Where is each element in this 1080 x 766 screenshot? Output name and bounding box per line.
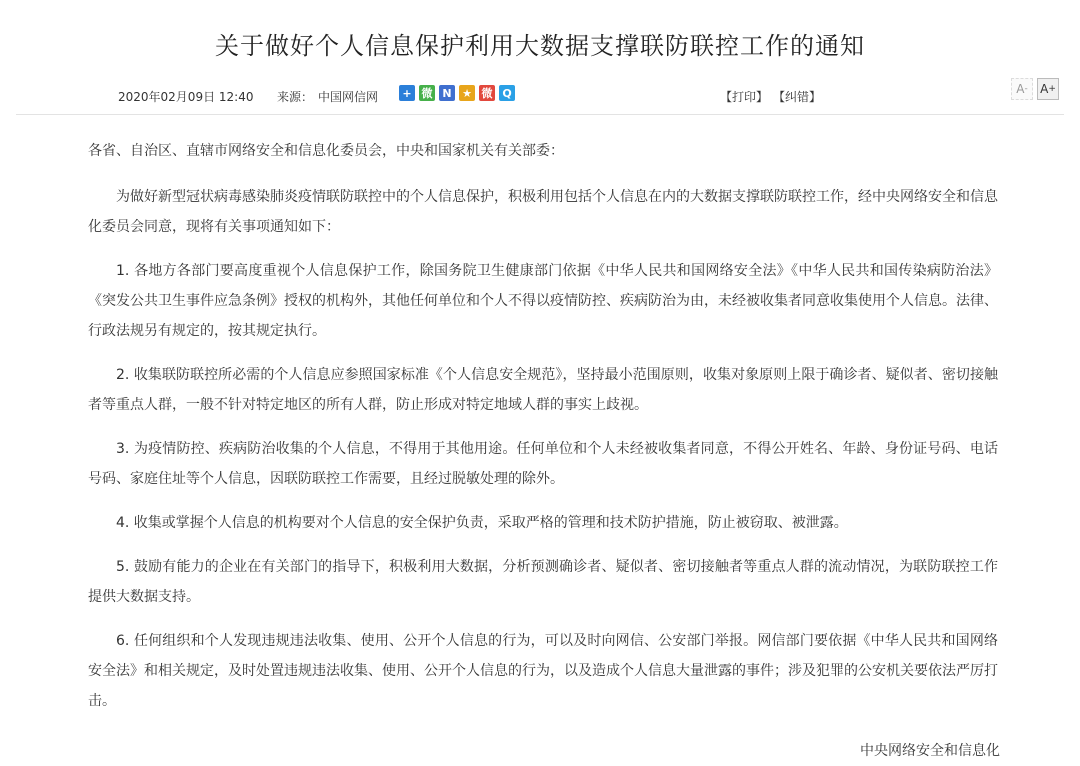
print-link[interactable]: 【打印】 — [720, 90, 769, 104]
wechat-icon[interactable]: 微 — [419, 85, 435, 101]
qzone-star-icon[interactable]: ★ — [459, 85, 475, 101]
font-decrease-button[interactable]: A - — [1011, 78, 1033, 100]
item-paragraph: 4. 收集或掌握个人信息的机构要对个人信息的安全保护负责，采取严格的管理和技术防护措施，防止被窃取、被泄露。 — [116, 515, 848, 531]
intro-paragraph: 为做好新型冠状病毒感染肺炎疫情联防联控中的个人信息保护，积极利用包括个人信息在内的大数据支撑联防联控工作，经中央网络安全和信息化委员会同意，现将有关事项通知如下： — [88, 189, 998, 235]
article-title: 关于做好个人信息保护利用大数据支撑联防联控工作的通知 — [215, 32, 865, 60]
source-label: 来源： — [277, 90, 314, 104]
item-paragraph: 6. 任何组织和个人发现违规违法收集、使用、公开个人信息的行为，可以及时向网信、公安部门举报。网信部门要依据《中华人民共和国网络安全法》和相关规定，及时处置违规违法收集、使用、公开个人信息的行为，以及造成个人信息大量泄露的事件；涉及犯罪的公安机关要依法严厉打击。 — [88, 633, 998, 709]
item-paragraph: 3. 为疫情防控、疾病防治收集的个人信息，不得用于其他用途。任何单位和个人未经被收集者同意，不得公开姓名、年龄、身份证号码、电话号码、家庭住址等个人信息，因联防联控工作需要，且经过脱敏处理的除外。 — [88, 441, 998, 487]
article-meta-bar — [0, 82, 1080, 110]
item-paragraph: 1. 各地方各部门要高度重视个人信息保护工作，除国务院卫生健康部门依据《中华人民共和国网络安全法》《中华人民共和国传染病防治法》《突发公共卫生事件应急条例》授权的机构外，其他任何单位和个人不得以疫情防控、疾病防治为由，未经被收集者同意收集使用个人信息。法律、行政法规另有规定的，按其规定执行。 — [88, 263, 998, 339]
salutation: 各省、自治区、直辖市网络安全和信息化委员会，中央和国家机关有关部委： — [88, 143, 564, 159]
article-body — [88, 136, 998, 730]
item-paragraph: 2. 收集联防联控所必需的个人信息应参照国家标准《个人信息安全规范》，坚持最小范围原则，收集对象原则上限于确诊者、疑似者、密切接触者等重点人群，一般不针对特定地区的所有人群，防止形成对特定地域人群的事实上歧视。 — [88, 367, 998, 413]
font-increase-button[interactable]: A + — [1037, 78, 1059, 100]
plus-share-icon[interactable]: + — [399, 85, 415, 101]
issuer-signature: 中央网络安全和信息化 — [860, 743, 1000, 759]
publish-date: 2020年02月09日 12:40 — [118, 90, 254, 104]
font-decrease-letter: A — [1016, 82, 1025, 96]
font-size-controls — [1011, 78, 1059, 100]
source-name: 中国网信网 — [318, 90, 379, 104]
share-icons — [399, 85, 515, 101]
correct-error-link[interactable]: 【纠错】 — [773, 90, 822, 104]
qq-icon[interactable]: Q — [499, 85, 515, 101]
font-increase-letter: A — [1040, 82, 1049, 96]
n-share-icon[interactable]: N — [439, 85, 455, 101]
item-paragraph: 5. 鼓励有能力的企业在有关部门的指导下，积极利用大数据，分析预测确诊者、疑似者、密切接触者等重点人群的流动情况，为联防联控工作提供大数据支持。 — [88, 559, 998, 605]
weibo-icon[interactable]: 微 — [479, 85, 495, 101]
header-divider — [16, 114, 1064, 115]
